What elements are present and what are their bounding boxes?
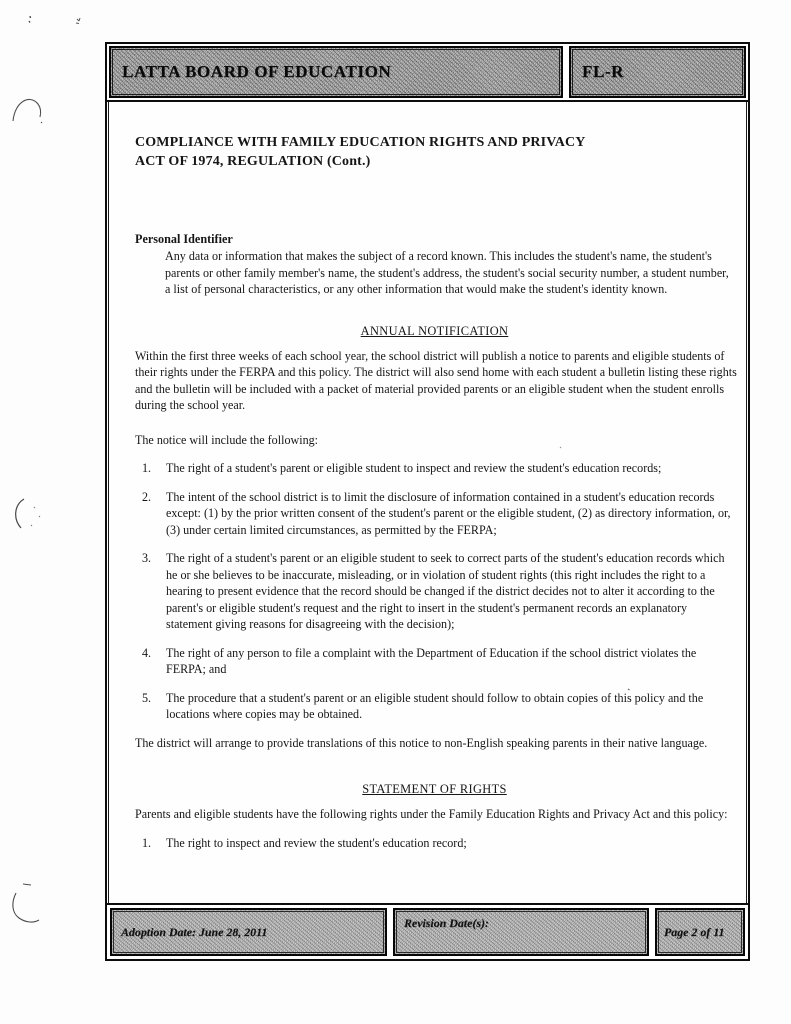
annual-notification-intro: Within the first three weeks of each school year, the school district will publish a notice to parents and eligible students of their rights under the FERPA and this policy. The district will also send home with each student a bulletin listing these rights and the bulletin will be included with a packet of material provided parents or an eligible student when the student enrolls during the school year.	[135, 348, 737, 412]
list-item-text: The right of a student's parent or an eligible student to seek to correct parts of the student's education records which he or she believes to be inaccurate, misleading, or in violation of student rights (this right includes the right to a hearing to present evidence that the record should be changed if the district decides not to alter it according to the parent's or eligible student's request and the right to insert in the student's permanent records an explanatory statement giving reasons for disagreeing with the decision);	[166, 551, 725, 631]
dot-mark	[31, 507, 40, 526]
list-item-text: The right to inspect and review the student's education record;	[166, 835, 467, 850]
paren-mark	[16, 499, 24, 528]
curl-mark	[13, 884, 39, 922]
adoption-date: Adoption Date: June 28, 2011	[113, 911, 384, 953]
speck-mark	[76, 18, 80, 24]
footer-revision-box	[393, 908, 649, 956]
list-item-number: 2.	[142, 489, 152, 504]
list-item-number: 5.	[142, 690, 152, 705]
speck-mark	[29, 16, 31, 23]
header-code-inner	[572, 49, 743, 95]
list-item	[135, 835, 734, 852]
section-heading-statement-of-rights: STATEMENT OF RIGHTS	[362, 782, 507, 796]
list-item	[135, 690, 734, 723]
header-board-inner	[112, 49, 560, 95]
list-item	[135, 645, 734, 678]
footer-page-box	[655, 908, 745, 956]
list-item	[135, 489, 734, 539]
document-title-line2: ACT OF 1974, REGULATION (Cont.)	[135, 154, 371, 169]
arc-mark	[13, 99, 42, 123]
definition-body: Any data or information that makes the subject of a record known. This includes the student's name, the student's parents or other family member's name, the student's address, the student's social security number, a student number, a list of personal characteristics, or any other information that would make the student's identity known.	[165, 249, 729, 296]
document-title	[135, 133, 734, 171]
policy-code: FL-R	[582, 62, 625, 81]
header-code-box	[569, 46, 746, 98]
document-title-line1: COMPLIANCE WITH FAMILY EDUCATION RIGHTS AND PRIVACY	[135, 135, 586, 150]
list-item-text: The procedure that a student's parent or an eligible student should follow to obtain copies of this policy and the locations where copies may be obtained.	[166, 690, 704, 721]
statement-of-rights-intro: Parents and eligible students have the following rights under the Family Education Rights and Privacy Act and this policy:	[135, 807, 728, 821]
list-item-number: 3.	[142, 551, 152, 565]
list-item-text: The right of any person to file a complaint with the Department of Education if the school district violates the FERPA; and	[166, 645, 697, 676]
list-item-number: 1.	[142, 835, 152, 850]
document-header	[107, 44, 748, 102]
revision-dates: Revision Date(s):	[396, 911, 646, 953]
list-item-text: The right of a student's parent or eligible student to inspect and review the student's education records;	[166, 461, 662, 475]
definition-term: Personal Identifier	[135, 232, 233, 246]
list-item-number: 4.	[142, 645, 152, 660]
list-item	[135, 460, 734, 477]
section-heading-annual-notification: ANNUAL NOTIFICATION	[360, 323, 509, 338]
document-body	[108, 102, 747, 903]
list-item-text: The intent of the school district is to limit the disclosure of information contained in a student's education records except: (1) by the prior written consent of the student's parent or the eligible student, (2) as directory information, or, (3) under certain limited circumstances, as permitted by the FERPA;	[166, 489, 731, 537]
board-title: LATTA BOARD OF EDUCATION	[122, 62, 392, 81]
notice-lead: The notice will include the following:	[135, 432, 319, 447]
page-indicator: Page 2 of 11	[658, 911, 742, 953]
list-item	[135, 550, 734, 633]
translation-note: The district will arrange to provide translations of this notice to non-English speaking parents in their native language.	[135, 735, 708, 750]
list-item-number: 1.	[142, 461, 152, 475]
document-frame	[105, 42, 750, 961]
document-footer	[107, 903, 748, 959]
header-board-box	[109, 46, 563, 98]
footer-adoption-box	[110, 908, 387, 956]
